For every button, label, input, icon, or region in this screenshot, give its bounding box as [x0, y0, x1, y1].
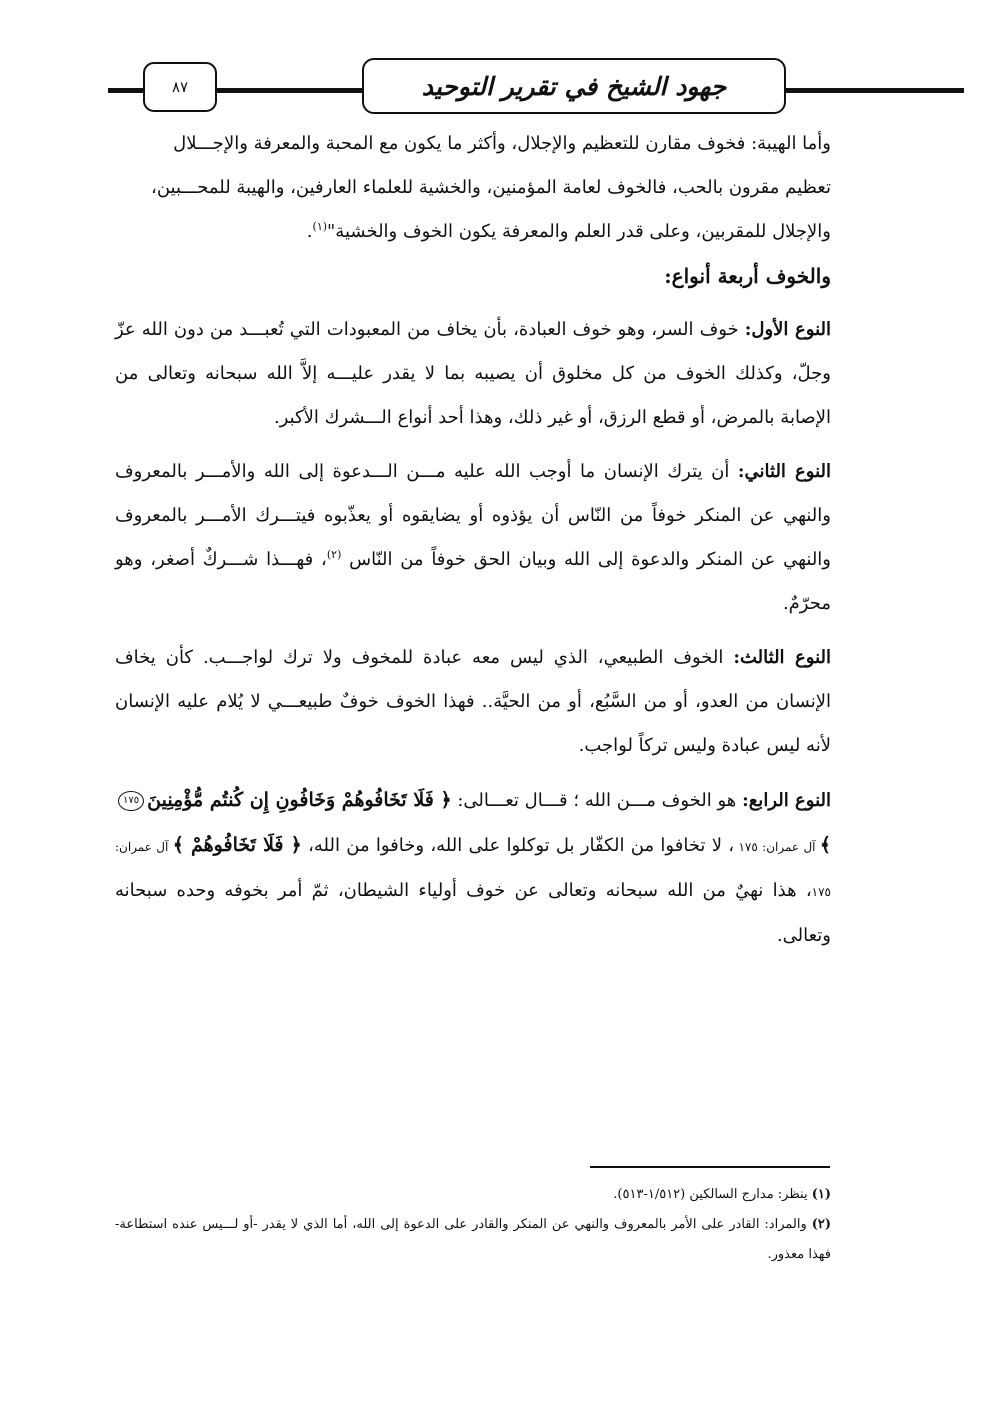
quran-verse-1: ﴿ فَلَا تَخَافُوهُمْ وَخَافُونِ إِن كُنتُم مُّؤْمِنِينَ — [147, 789, 452, 811]
type-3-label: النوع الثالث: — [733, 647, 831, 668]
footnotes — [115, 1180, 831, 1270]
intro-end: . — [306, 221, 313, 242]
type-1-text: خوف السر، وهو خوف العبادة، بأن يخاف من المعبودات التي تُعبـــد من دون الله عزّ وجلّ، وكذلك الخوف من كل مخلوق أن يصيبه بما لا يقدر عليـــه إلاَّ الله سبحانه وتعالى من الإصابة بالمرض، أو قطع الرزق، أو غير ذلك، وهذا أحد أنواع الـــشرك الأكبر. — [115, 319, 831, 428]
footnote-2-text: والمراد: القادر على الأمر بالمعروف والنهي عن المنكر والقادر على الدعوة إلى الله، أما الذي لا يقدر -أو لـــيس عنده استطاعة- فهذا معذور. — [115, 1217, 831, 1262]
type-2-text: أن يترك الإنسان ما أوجب الله عليه مـــن الـــدعوة إلى الله والأمـــر بالمعروف والنهي عن المنكر خوفاً من النّاس أن يؤذوه أو يضايقوه أو يعذّبوه فيتـــرك الأمـــر بالمعروف والنهي عن المنكر والدعوة إلى الله وبيان الحق خوفاً من النّاس — [115, 461, 831, 570]
intro-line: وأما الهيبة: فخوف مقارن للتعظيم والإجلال، وأكثر ما يكون مع المحبة والمعرفة والإجـــلال — [173, 133, 831, 154]
page-number: ٨٧ — [171, 78, 189, 96]
type-1-paragraph — [115, 308, 831, 440]
type-2-text-end: ، فهـــذا شـــركٌ أصغر، وهو محرّمٌ. — [115, 549, 831, 614]
footnote-1 — [115, 1180, 831, 1210]
type-4-text-end: ، هذا نهيٌ من الله سبحانه وتعالى عن خوف أولياء الشيطان، ثمّ أمر بخوفه وحده سبحانه وتعالى. — [115, 880, 831, 946]
footnote-2-number: (٢) — [811, 1217, 831, 1232]
quran-verse-1-close: ﴾ — [819, 834, 831, 856]
type-4-label: النوع الرابع: — [742, 790, 831, 811]
type-2-paragraph — [115, 450, 831, 626]
book-title: جهود الشيخ في تقرير التوحيد — [421, 71, 727, 101]
intro-text: والإجلال للمقربين، وعلى قدر العلم والمعرفة يكون الخوف والخشية" — [327, 221, 831, 242]
type-3-paragraph — [115, 636, 831, 768]
book-title-box — [362, 58, 786, 114]
footnote-1-number: (١) — [811, 1187, 831, 1202]
type-2-label: النوع الثاني: — [737, 461, 831, 482]
type-3-text: الخوف الطبيعي، الذي ليس معه عبادة للمخوف ولا ترك لواجـــب. كأن يخاف الإنسان من العدو، أو من السَّبُع، أو من الحيَّة.. فهذا الخوف خوفٌ طبيعـــي لا يُلام عليه الإنسان لأنه ليس عبادة وليس تركاً لواجب. — [115, 647, 831, 756]
intro-line: تعظيم مقرون بالحب، فالخوف لعامة المؤمنين، والخشية للعلماء العارفين، والهيبة للمحـــبين، — [151, 177, 831, 198]
intro-last-line — [115, 210, 831, 254]
footnote-separator — [590, 1166, 830, 1168]
aya-number-marker: ١٧٥ — [118, 791, 144, 811]
type-4-text: هو الخوف مـــن الله ؛ قـــال تعـــالى: — [451, 790, 743, 811]
type-4-paragraph — [115, 778, 831, 958]
type-4-text-mid: ، لا تخافوا من الكفّار بل توكلوا على الله، وخافوا من الله، — [301, 835, 735, 856]
verse-reference-1: آل عمران: ١٧٥ — [734, 840, 820, 854]
type-1-label: النوع الأول: — [744, 319, 831, 340]
section-heading: والخوف أربعة أنواع: — [664, 264, 831, 288]
main-text — [115, 122, 831, 958]
quran-verse-2: ﴿ فَلَا تَخَافُوهُمْ ﴾ — [172, 834, 302, 856]
footnote-ref-2[interactable]: (٢) — [326, 548, 342, 561]
footnote-ref-1[interactable]: (١) — [312, 220, 328, 233]
footnote-2 — [115, 1210, 831, 1270]
footnote-1-text: ينظر: مدارج السالكين (١/٥١٢-٥١٣). — [613, 1187, 812, 1202]
verse-reference-2: آل عمران: ١٧٥ — [115, 840, 831, 899]
page-number-box — [143, 62, 217, 112]
